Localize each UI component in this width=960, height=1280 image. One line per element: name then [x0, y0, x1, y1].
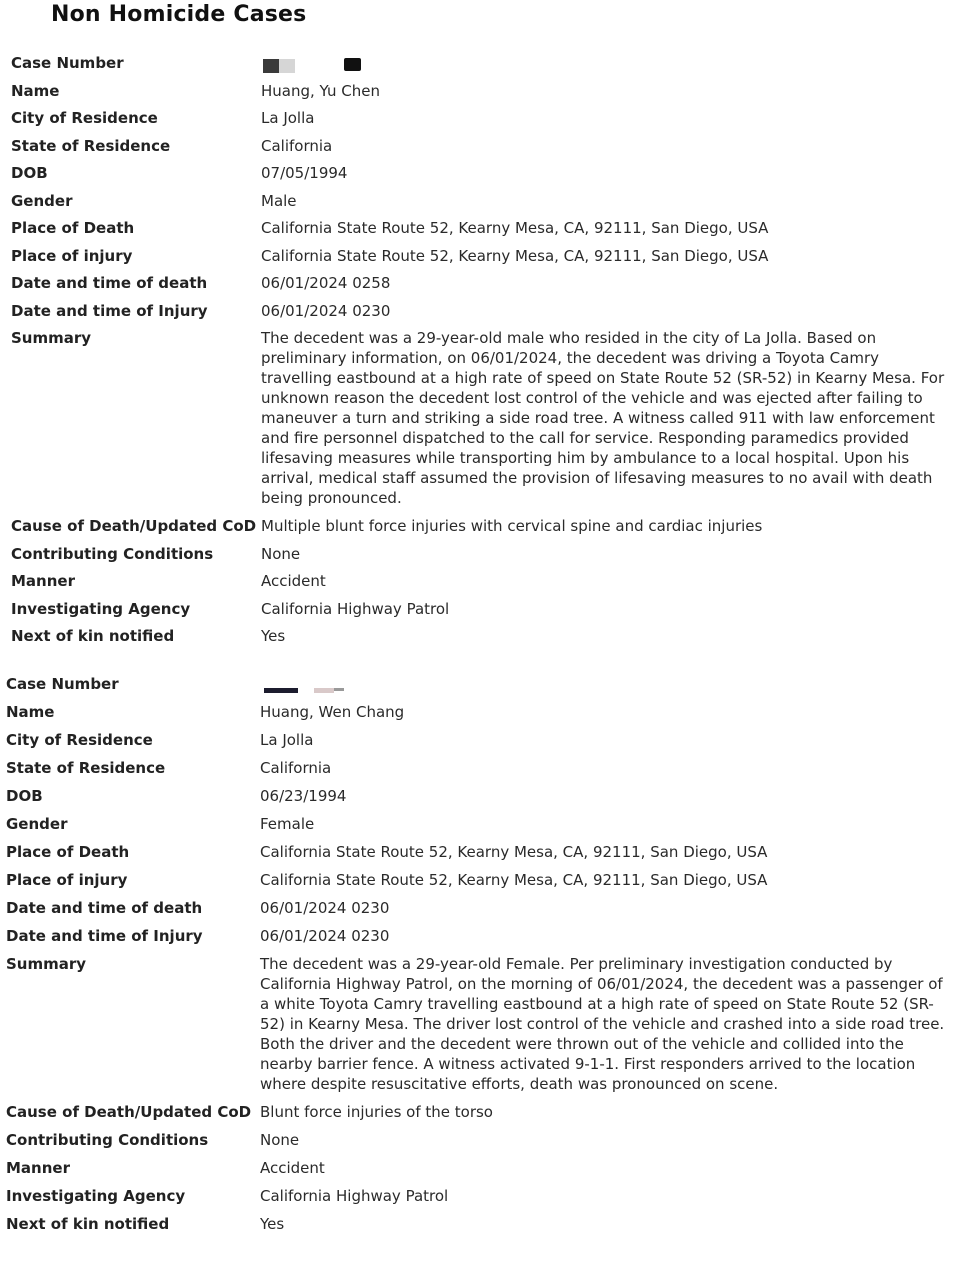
contributing-row — [11, 544, 951, 572]
datetime-death-value: 06/01/2024 0258 — [261, 274, 391, 292]
name-value: Huang, Wen Chang — [260, 703, 405, 721]
cause-label: Cause of Death/Updated CoD — [6, 1103, 252, 1121]
city-row — [6, 730, 954, 758]
gender-row — [11, 191, 951, 219]
next-of-kin-value: Yes — [261, 627, 286, 645]
manner-row — [11, 571, 951, 599]
place-of-injury-value: California State Route 52, Kearny Mesa, CA, 92111, San Diego, USA — [261, 246, 769, 265]
summary-cell — [260, 954, 954, 1102]
contributing-value: None — [261, 544, 301, 563]
summary-label: Summary — [11, 329, 92, 347]
datetime-injury-row — [6, 926, 954, 954]
place-of-death-value: California State Route 52, Kearny Mesa, CA, 92111, San Diego, USA — [261, 219, 769, 237]
datetime-death-label: Date and time of death — [11, 274, 208, 292]
place-of-death-row — [11, 218, 951, 246]
redacted-case-number — [260, 674, 380, 692]
datetime-injury-label: Date and time of Injury — [6, 927, 203, 945]
city-value: La Jolla — [260, 731, 314, 749]
summary-cell — [261, 328, 951, 516]
place-of-injury-row — [6, 870, 954, 898]
agency-value: California Highway Patrol — [260, 1187, 449, 1205]
cause-row — [6, 1102, 954, 1130]
contributing-value: None — [260, 1131, 300, 1149]
next-of-kin-row — [11, 626, 951, 654]
case-number-label: Case Number — [11, 54, 124, 72]
place-of-death-value: California State Route 52, Kearny Mesa, CA, 92111, San Diego, USA — [260, 843, 768, 861]
state-row — [6, 758, 954, 786]
manner-label: Manner — [11, 572, 75, 590]
cause-value: Blunt force injuries of the torso — [260, 1103, 493, 1121]
next-of-kin-label: Next of kin notified — [11, 627, 175, 645]
summary-row — [6, 954, 954, 1102]
city-label: City of Residence — [6, 731, 153, 749]
datetime-injury-label: Date and time of Injury — [11, 301, 208, 320]
place-of-death-row — [6, 842, 954, 870]
place-of-injury-value: California State Route 52, Kearny Mesa, CA, 92111, San Diego, USA — [260, 871, 768, 889]
name-row — [11, 81, 951, 109]
state-label: State of Residence — [6, 759, 166, 777]
case-record — [11, 53, 951, 654]
name-label: Name — [11, 81, 60, 100]
manner-value: Accident — [261, 572, 326, 590]
case-number-value — [260, 674, 954, 702]
name-label: Name — [6, 703, 55, 721]
city-value: La Jolla — [261, 109, 315, 127]
datetime-injury-row — [11, 301, 951, 329]
page-title: Non Homicide Cases — [51, 2, 307, 27]
agency-row — [6, 1186, 954, 1214]
name-row — [6, 702, 954, 730]
datetime-death-row — [11, 273, 951, 301]
redacted-case-number — [261, 53, 381, 71]
cause-label: Cause of Death/Updated CoD — [11, 517, 257, 535]
case-number-label: Case Number — [6, 675, 119, 693]
summary-row — [11, 328, 951, 516]
gender-label: Gender — [11, 191, 73, 210]
gender-value: Female — [260, 815, 315, 833]
place-of-injury-label: Place of injury — [11, 246, 133, 265]
agency-value: California Highway Patrol — [261, 599, 450, 618]
state-row — [11, 136, 951, 164]
cause-value: Multiple blunt force injuries with cervical spine and cardiac injuries — [261, 517, 763, 535]
gender-row — [6, 814, 954, 842]
manner-row — [6, 1158, 954, 1186]
case-number-row — [11, 53, 951, 81]
contributing-label: Contributing Conditions — [11, 544, 214, 563]
state-value: California — [261, 136, 333, 155]
contributing-label: Contributing Conditions — [6, 1131, 209, 1149]
datetime-injury-value: 06/01/2024 0230 — [261, 301, 391, 320]
city-label: City of Residence — [11, 109, 158, 127]
summary-value: The decedent was a 29-year-old male who resided in the city of La Jolla. Based on preliminary information, on 06/01/2024, the decedent was driving a Toyota Camry travelling eastbound at a high rate of speed on State Route 52 (SR-52) in Kearny Mesa. For unknown reason the decedent lost control of the vehicle and was ejected after failing to maneuver a turn and striking a side road tree. A witness called 911 with law enforcement and fire personnel dispatched to the call for service. Responding paramedics provided lifesaving measures while transporting him by ambulance to a local hospital. Upon his arrival, medical staff assumed the provision of lifesaving measures to no avail with death being pronounced. — [261, 329, 945, 507]
name-value: Huang, Yu Chen — [261, 81, 380, 100]
datetime-death-label: Date and time of death — [6, 899, 203, 917]
next-of-kin-row — [6, 1214, 954, 1242]
place-of-injury-label: Place of injury — [6, 871, 128, 889]
dob-label: DOB — [6, 787, 43, 805]
agency-label: Investigating Agency — [6, 1187, 186, 1205]
dob-row — [6, 786, 954, 814]
gender-value: Male — [261, 191, 297, 210]
next-of-kin-label: Next of kin notified — [6, 1215, 170, 1233]
state-value: California — [260, 759, 332, 777]
dob-value: 07/05/1994 — [261, 164, 348, 182]
place-of-death-label: Place of Death — [6, 843, 130, 861]
contributing-row — [6, 1130, 954, 1158]
case-number-value — [261, 53, 951, 81]
dob-label: DOB — [11, 164, 48, 182]
datetime-injury-value: 06/01/2024 0230 — [260, 927, 390, 945]
place-of-injury-row — [11, 246, 951, 274]
state-label: State of Residence — [11, 136, 171, 155]
agency-row — [11, 599, 951, 627]
next-of-kin-value: Yes — [260, 1215, 285, 1233]
agency-label: Investigating Agency — [11, 599, 191, 618]
city-row — [11, 108, 951, 136]
dob-value: 06/23/1994 — [260, 787, 347, 805]
cause-row — [11, 516, 951, 544]
dob-row — [11, 163, 951, 191]
manner-label: Manner — [6, 1159, 70, 1177]
gender-label: Gender — [6, 815, 68, 833]
summary-label: Summary — [6, 955, 87, 973]
datetime-death-value: 06/01/2024 0230 — [260, 899, 390, 917]
summary-value: The decedent was a 29-year-old Female. Per preliminary investigation conducted by California Highway Patrol, on the morning of 06/01/2024, the decedent was a passenger of a white Toyota Camry travelling eastbound at a high rate of speed on State Route 52 (SR-52) in Kearny Mesa. The driver lost control of the vehicle and crashed into a side road tree. Both the driver and the decedent were thrown out of the vehicle and collided into the nearby barrier fence. A witness activated 9-1-1. First responders arrived to the location where despite resuscitative efforts, death was pronounced on scene. — [260, 955, 945, 1093]
case-number-row — [6, 674, 954, 702]
place-of-death-label: Place of Death — [11, 219, 135, 237]
datetime-death-row — [6, 898, 954, 926]
case-record — [6, 674, 954, 1242]
manner-value: Accident — [260, 1159, 325, 1177]
